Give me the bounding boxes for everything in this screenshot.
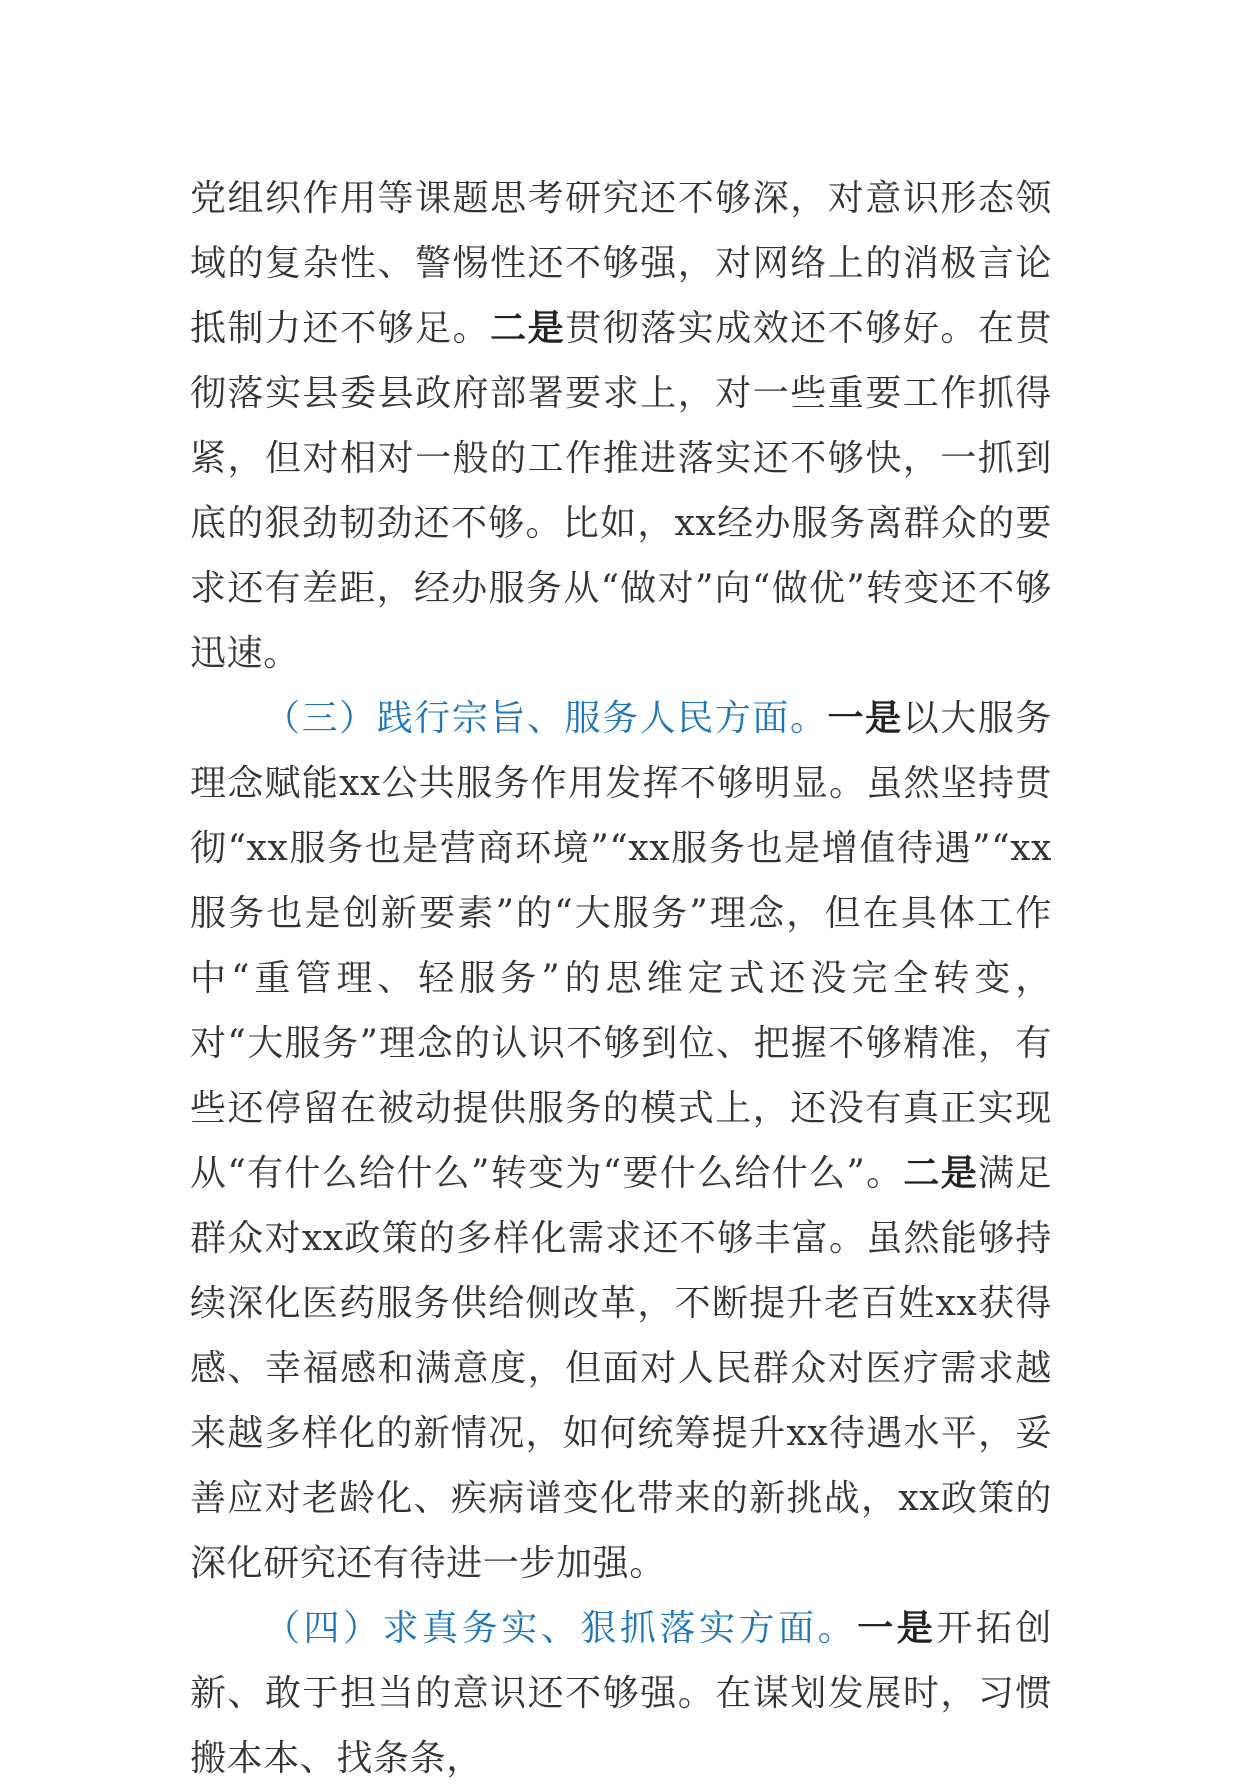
body-text: 开拓创新、敢于担当的意识还不够强。在谋划发展时，习惯搬本本、找条条， xyxy=(190,1608,1052,1779)
item-lead-two: 二是 xyxy=(490,307,566,349)
item-lead-two: 二是 xyxy=(903,1152,979,1194)
paragraph-section-four xyxy=(190,1596,1052,1791)
item-lead-one: 一是 xyxy=(857,1607,937,1649)
section-heading-four: （四）求真务实、狠抓落实方面。 xyxy=(264,1608,858,1649)
paragraph-section-three xyxy=(190,686,1052,1596)
item-lead-one: 一是 xyxy=(827,697,903,739)
paragraph-continuation xyxy=(190,166,1052,686)
section-heading-three: （三）践行宗旨、服务人民方面。 xyxy=(264,698,828,739)
body-text: 党组织作用等课题思考研究还不够深，对意识形态领域的复杂性、警惕性还不够强，对网络上的消极言论抵制力还不够足。 xyxy=(190,178,1052,349)
body-text: 满足群众对xx政策的多样化需求还不够丰富。虽然能够持续深化医药服务供给侧改革，不断提升老百姓xx获得感、幸福感和满意度，但面对人民群众对医疗需求越来越多样化的新情况，如何统筹提升xx待遇水平，妥善应对老龄化、疾病谱变化带来的新挑战，xx政策的深化研究还有待进一步加强。 xyxy=(190,1153,1053,1584)
body-text: 以大服务理念赋能xx公共服务作用发挥不够明显。虽然坚持贯彻“xx服务也是营商环境”“xx服务也是增值待遇”“xx服务也是创新要素”的“大服务”理念，但在具体工作中“重管理、轻服务”的思维定式还没完全转变，对“大服务”理念的认识不够到位、把握不够精准，有些还停留在被动提供服务的模式上，还没有真正实现从“有什么给什么”转变为“要什么给什么”。 xyxy=(190,698,1052,1194)
document-page xyxy=(190,166,1052,1791)
body-text: 贯彻落实成效还不够好。在贯彻落实县委县政府部署要求上，对一些重要工作抓得紧，但对相对一般的工作推进落实还不够快，一抓到底的狠劲韧劲还不够。比如，xx经办服务离群众的要求还有差距，经办服务从“做对”向“做优”转变还不够迅速。 xyxy=(190,308,1052,674)
